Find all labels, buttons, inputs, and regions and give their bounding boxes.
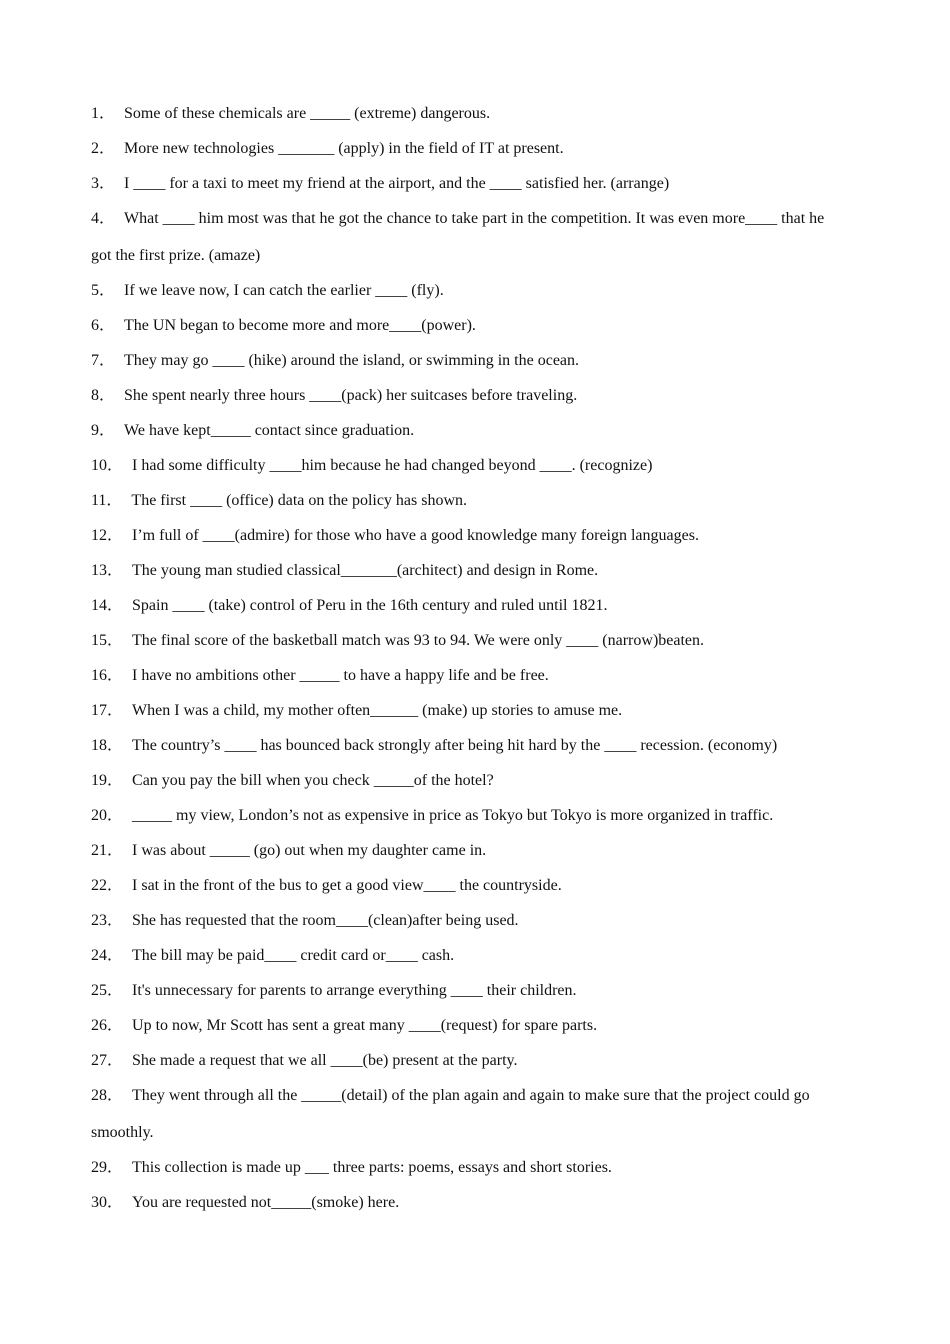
question-number: 21．: [91, 842, 124, 859]
question-item: [91, 483, 851, 518]
question-item: [91, 1043, 851, 1078]
question-number: 29．: [91, 1159, 124, 1176]
question-item: [91, 588, 851, 623]
question-list: [91, 96, 851, 1220]
question-number: 8．: [91, 387, 116, 404]
question-number: 18．: [91, 737, 124, 754]
question-item: [91, 658, 851, 693]
question-number: 12．: [91, 527, 124, 544]
question-item: [91, 623, 851, 658]
question-number: 4．: [91, 210, 116, 227]
question-text: Up to now, Mr Scott has sent a great many ____(request) for spare parts.: [132, 1017, 598, 1034]
question-number: 26．: [91, 1017, 124, 1034]
question-number: 17．: [91, 702, 124, 719]
question-text: The bill may be paid____ credit card or____ cash.: [132, 947, 455, 964]
question-item: [91, 413, 851, 448]
question-number: 24．: [91, 947, 124, 964]
question-text: We have kept_____ contact since graduation.: [124, 422, 415, 439]
question-item: [91, 378, 851, 413]
question-item: [91, 518, 851, 553]
question-text: Spain ____ (take) control of Peru in the 16th century and ruled until 1821.: [132, 597, 608, 614]
question-item: [91, 448, 851, 483]
question-item: [91, 973, 851, 1008]
question-text: I sat in the front of the bus to get a good view____ the countryside.: [132, 877, 562, 894]
question-number: 7．: [91, 352, 116, 369]
question-number: 20．: [91, 807, 124, 824]
question-number: 16．: [91, 667, 124, 684]
question-item: [91, 131, 851, 166]
question-text: Some of these chemicals are _____ (extreme) dangerous.: [124, 105, 491, 122]
question-number: 19．: [91, 772, 124, 789]
question-number: 5．: [91, 282, 116, 299]
question-item: [91, 343, 851, 378]
question-text: They may go ____ (hike) around the island, or swimming in the ocean.: [124, 352, 580, 369]
question-item: [91, 728, 851, 763]
question-text: I have no ambitions other _____ to have a happy life and be free.: [132, 667, 549, 684]
question-number: 9．: [91, 422, 116, 439]
question-text: What ____ him most was that he got the chance to take part in the competition. It was even more____ that he: [124, 210, 825, 227]
question-number: 1．: [91, 105, 116, 122]
question-text: She has requested that the room____(clean)after being used.: [132, 912, 519, 929]
question-text: The young man studied classical_______(architect) and design in Rome.: [132, 562, 599, 579]
question-text: They went through all the _____(detail) of the plan again and again to make sure that the project could go: [132, 1087, 810, 1104]
question-text: I ____ for a taxi to meet my friend at the airport, and the ____ satisfied her. (arrange): [124, 175, 670, 192]
question-text: More new technologies _______ (apply) in the field of IT at present.: [124, 140, 564, 157]
question-item: [91, 96, 851, 131]
question-item: [91, 833, 851, 868]
question-text: The first ____ (office) data on the policy has shown.: [131, 492, 468, 509]
question-text-continuation: got the first prize. (amaze): [91, 247, 261, 264]
question-number: 28．: [91, 1087, 124, 1104]
question-text: I had some difficulty ____him because he had changed beyond ____. (recognize): [132, 457, 653, 474]
question-text-continuation: smoothly.: [91, 1124, 154, 1141]
question-number: 2．: [91, 140, 116, 157]
question-number: 15．: [91, 632, 124, 649]
question-text: She spent nearly three hours ____(pack) her suitcases before traveling.: [124, 387, 578, 404]
question-text: I was about _____ (go) out when my daughter came in.: [132, 842, 487, 859]
question-number: 27．: [91, 1052, 124, 1069]
question-item: [91, 868, 851, 903]
question-text: She made a request that we all ____(be) present at the party.: [132, 1052, 518, 1069]
question-number: 11．: [91, 492, 123, 509]
question-item: [91, 938, 851, 973]
question-text: When I was a child, my mother often______ (make) up stories to amuse me.: [132, 702, 623, 719]
question-number: 22．: [91, 877, 124, 894]
question-number: 3．: [91, 175, 116, 192]
question-text: I’m full of ____(admire) for those who have a good knowledge many foreign languages.: [132, 527, 699, 544]
question-item: [91, 166, 851, 201]
question-number: 10．: [91, 457, 124, 474]
question-text: _____ my view, London’s not as expensive in price as Tokyo but Tokyo is more organized in traffic.: [132, 807, 774, 824]
question-item: [91, 1150, 851, 1185]
question-item: [91, 273, 851, 308]
question-number: 23．: [91, 912, 124, 929]
question-item: [91, 201, 851, 273]
question-text: If we leave now, I can catch the earlier ____ (fly).: [124, 282, 444, 299]
question-text: The country’s ____ has bounced back strongly after being hit hard by the ____ recession. (economy): [132, 737, 778, 754]
question-text: You are requested not_____(smoke) here.: [132, 1194, 400, 1211]
question-number: 13．: [91, 562, 124, 579]
question-item: [91, 763, 851, 798]
question-item: [91, 308, 851, 343]
question-text: The UN began to become more and more____(power).: [124, 317, 476, 334]
question-text: It's unnecessary for parents to arrange everything ____ their children.: [132, 982, 577, 999]
question-item: [91, 798, 851, 833]
question-number: 25．: [91, 982, 124, 999]
question-text: Can you pay the bill when you check _____of the hotel?: [132, 772, 494, 789]
question-text: This collection is made up ___ three parts: poems, essays and short stories.: [132, 1159, 612, 1176]
question-item: [91, 693, 851, 728]
question-item: [91, 903, 851, 938]
question-number: 6．: [91, 317, 116, 334]
question-item: [91, 1008, 851, 1043]
question-item: [91, 1185, 851, 1220]
question-text: The final score of the basketball match was 93 to 94. We were only ____ (narrow)beaten.: [132, 632, 705, 649]
question-item: [91, 1078, 851, 1150]
question-number: 30．: [91, 1194, 124, 1211]
question-number: 14．: [91, 597, 124, 614]
question-item: [91, 553, 851, 588]
